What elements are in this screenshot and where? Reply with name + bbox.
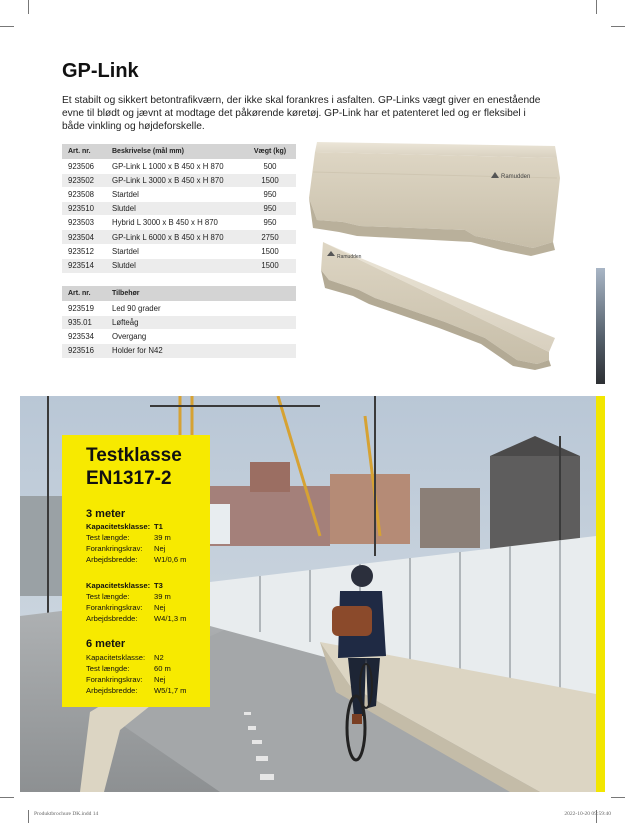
spec-value: N2: [154, 653, 164, 662]
art-nr-cell: 923504: [62, 230, 106, 244]
table-row: [62, 187, 296, 201]
testklasse-title-line1: Testklasse: [86, 445, 182, 466]
spec-row: [86, 686, 187, 695]
crop-mark: [28, 0, 29, 14]
table-header-row: [62, 144, 296, 159]
spec-row: [86, 544, 166, 553]
crop-mark: [0, 26, 14, 27]
table-row: [62, 301, 296, 315]
art-nr-cell: 923514: [62, 258, 106, 272]
spec-label: Kapacitetsklasse:: [86, 522, 151, 531]
spec-value: 60 m: [154, 664, 171, 673]
spec-value: W4/1,3 m: [154, 614, 187, 623]
column-header: Beskrivelse (mål mm): [106, 144, 244, 159]
spec-value: W5/1,7 m: [154, 686, 187, 695]
art-nr-cell: 923502: [62, 173, 106, 187]
spec-row: [86, 614, 187, 623]
crop-mark: [611, 26, 625, 27]
adjacent-page-photo-edge: [596, 268, 605, 384]
description-cell: GP-Link L 6000 x B 450 x H 870: [106, 230, 244, 244]
spec-value: T3: [154, 581, 163, 590]
spec-row: [86, 581, 163, 590]
spec-row: [86, 533, 171, 542]
gp-link-element-illustration: [309, 142, 560, 256]
spec-value: Nej: [154, 544, 166, 553]
section-heading-6m: 6 meter: [86, 638, 126, 650]
spec-value: W1/0,6 m: [154, 555, 187, 564]
art-nr-cell: 923519: [62, 301, 106, 315]
spec-label: Test længde:: [86, 533, 130, 542]
spec-row: [86, 675, 166, 684]
products-table: [62, 144, 296, 273]
adjacent-page-yellow-edge: [596, 396, 605, 792]
art-nr-cell: 923506: [62, 159, 106, 173]
spec-label: Test længde:: [86, 664, 130, 673]
spec-label: Arbejdsbredde:: [86, 555, 138, 564]
footer-filename: Produktbrochure DK.indd 14: [34, 811, 99, 817]
weight-cell: 1500: [244, 244, 296, 258]
testklasse-title-line2: EN1317-2: [86, 468, 172, 489]
art-nr-cell: 935.01: [62, 315, 106, 329]
column-header: Vægt (kg): [244, 144, 296, 159]
accessories-table: [62, 286, 296, 358]
spec-row: [86, 522, 163, 531]
accessory-cell: Overgang: [106, 329, 296, 343]
spec-label: Test længde:: [86, 592, 130, 601]
startdel-element-illustration: [321, 242, 555, 370]
accessory-cell: Holder for N42: [106, 344, 296, 358]
spec-row: [86, 603, 166, 612]
barrier-product-image: [305, 138, 560, 370]
table-row: [62, 344, 296, 358]
table-row: [62, 258, 296, 272]
table-row: [62, 244, 296, 258]
column-header: Tilbehør: [106, 286, 296, 301]
testklasse-box: [62, 435, 210, 707]
spec-row: [86, 592, 171, 601]
spec-label: Forankringskrav:: [86, 675, 143, 684]
description-cell: GP-Link L 1000 x B 450 x H 870: [106, 159, 244, 173]
spec-label: Forankringskrav:: [86, 603, 143, 612]
table-row: [62, 216, 296, 230]
art-nr-cell: 923503: [62, 216, 106, 230]
column-header: Art. nr.: [62, 144, 106, 159]
description-cell: Hybrid L 3000 x B 450 x H 870: [106, 216, 244, 230]
table-row: [62, 315, 296, 329]
weight-cell: 950: [244, 202, 296, 216]
footer-timestamp: 2022-10-20 09:59:40: [564, 811, 611, 817]
section-heading-3m: 3 meter: [86, 508, 126, 520]
testklasse-title: [86, 444, 182, 490]
spec-value: Nej: [154, 675, 166, 684]
accessory-cell: Led 90 grader: [106, 301, 296, 315]
table-row: [62, 329, 296, 343]
spec-label: Forankringskrav:: [86, 544, 143, 553]
table-row: [62, 202, 296, 216]
art-nr-cell: 923534: [62, 329, 106, 343]
weight-cell: 2750: [244, 230, 296, 244]
spec-label: Arbejdsbredde:: [86, 686, 138, 695]
art-nr-cell: 923512: [62, 244, 106, 258]
description-cell: GP-Link L 3000 x B 450 x H 870: [106, 173, 244, 187]
spec-label: Kapacitetsklasse:: [86, 581, 151, 590]
brand-mark: Ramudden: [501, 174, 531, 180]
spec-value: T1: [154, 522, 163, 531]
table-header-row: [62, 286, 296, 301]
spec-row: [86, 653, 164, 662]
spec-label: Kapacitetsklasse:: [86, 653, 146, 662]
description-cell: Startdel: [106, 187, 244, 201]
table-row: [62, 159, 296, 173]
spec-value: 39 m: [154, 592, 171, 601]
spec-row: [86, 664, 171, 673]
spec-value: 39 m: [154, 533, 171, 542]
description-cell: Slutdel: [106, 258, 244, 272]
spec-label: Arbejdsbredde:: [86, 614, 138, 623]
weight-cell: 950: [244, 216, 296, 230]
column-header: Art. nr.: [62, 286, 106, 301]
spec-row: [86, 555, 187, 564]
accessory-cell: Løfteåg: [106, 315, 296, 329]
art-nr-cell: 923508: [62, 187, 106, 201]
crop-mark: [596, 0, 597, 14]
table-row: [62, 230, 296, 244]
weight-cell: 1500: [244, 173, 296, 187]
page-title: GP-Link: [62, 60, 139, 82]
crop-mark: [611, 797, 625, 798]
description-cell: Slutdel: [106, 202, 244, 216]
art-nr-cell: 923510: [62, 202, 106, 216]
table-row: [62, 173, 296, 187]
description-cell: Startdel: [106, 244, 244, 258]
art-nr-cell: 923516: [62, 344, 106, 358]
weight-cell: 1500: [244, 258, 296, 272]
crop-mark: [0, 797, 14, 798]
brand-mark-small: Ramudden: [337, 254, 362, 260]
crop-mark: [28, 810, 29, 823]
intro-paragraph: Et stabilt og sikkert betontrafikværn, der ikke skal forankres i asfalten. GP-Links vægt giver en enestående evne til blødt og jævnt at modtage det påkørende køretøj. GP-Link har et patenteret led og er fleksibel i både vinkling og højdeforskelle.: [62, 95, 541, 133]
weight-cell: 950: [244, 187, 296, 201]
weight-cell: 500: [244, 159, 296, 173]
spec-value: Nej: [154, 603, 166, 612]
